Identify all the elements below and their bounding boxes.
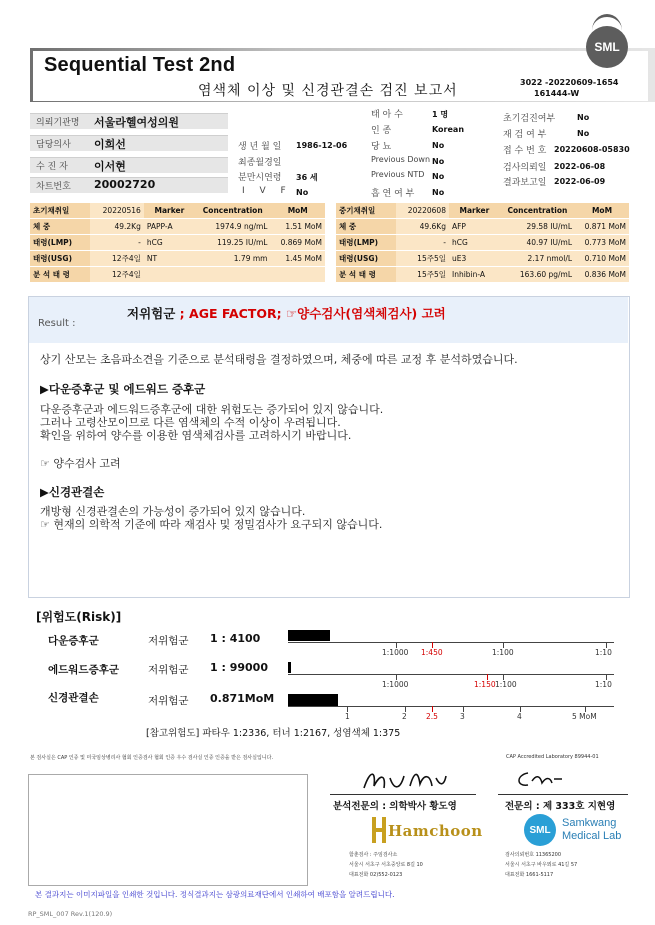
examinee-label: 수 진 자 [36,162,68,172]
risk-down-tick-label: 1:10 [595,648,612,657]
report-number [520,77,619,99]
field-value: 20220608 [396,203,449,219]
marker-mom: 1.45 MoM [270,251,325,267]
smoking-value: No [432,188,445,197]
marker-name: Inhibin-A [449,267,500,283]
risk-down-bar [288,630,330,641]
race-value: Korean [432,125,465,134]
retest-label: 재 검 여 부 [503,130,547,140]
risk-edwards-cutoff-label: 1:150 [474,680,496,689]
specialist-sign-line [498,794,628,795]
marker-concentration: 1.79 mm [195,251,270,267]
field-label: 체 중 [336,219,396,235]
first-trimester-table [30,203,325,283]
sml-address-1: 검사의뢰번호 11365200 [505,852,562,858]
marker-concentration: 163.60 pg/mL [500,267,575,283]
marker-mom: 1.51 MoM [270,219,325,235]
hamchoon-address-3: 대표전화 02)552-0123 [349,872,403,878]
risk-edwards-bar [288,662,291,673]
concentration-header: Concentration [500,203,575,219]
marker-mom: 0.871 MoM [575,219,629,235]
field-label: 태령(USG) [30,251,90,267]
first_trimester-row [30,203,325,219]
marker-name [144,267,195,283]
report-title-ko: 염색체 이상 및 신경관결손 검진 보고서 [198,83,458,99]
risk-edwards-tick-label: 1:1000 [382,680,409,689]
field-value: 12주4일 [90,267,143,283]
risk-down-name: 다운증후군 [48,635,99,647]
reception-label: 접 수 번 호 [503,146,547,156]
analyst-sign-line [330,794,476,795]
field-label: 분 석 태 령 [30,267,90,283]
risk-down-value: 1 : 4100 [210,632,261,645]
first-test-label: 초기검진여부 [503,114,556,124]
race-label: 인 종 [371,126,392,136]
risk-down-level: 저위험군 [148,635,189,647]
diabetes-label: 당 뇨 [371,142,392,152]
marker-name: PAPP-A [144,219,195,235]
result-summary [127,304,446,322]
prev-ntd-label: Previous NTD [371,170,425,179]
section1-line1: 다운증후군과 에드워드증후군에 대한 위험도는 증가되어 있지 않습니다. [40,403,384,416]
risk-edwards-value: 1 : 99000 [210,661,268,674]
mom-header: MoM [575,203,629,219]
section1-line3: 확인을 위하여 양수를 이용한 염색체검사를 고려하시기 바랍니다. [40,429,352,442]
specialist-name: 전문의 : 제 333호 지현영 [505,801,616,812]
field-label: 체 중 [30,219,90,235]
marker-mom: 0.710 MoM [575,251,629,267]
sml-lab-name-1: Samkwang [562,817,617,829]
marker-mom: 0.869 MoM [270,235,325,251]
first_trimester-row [30,267,325,283]
mom-header: MoM [270,203,325,219]
risk-edwards-name: 에드워드증후군 [48,664,120,676]
marker-header: Marker [144,203,195,219]
first_trimester-row [30,251,325,267]
report-number-1: 3022 -20220609-1654 [520,78,619,87]
second_trimester-row [336,235,629,251]
doctor-value: 이희선 [94,138,126,151]
second_trimester-row [336,267,629,283]
marker-header: Marker [449,203,500,219]
sml-lab-logo: SML [524,814,556,846]
marker-name: hCG [449,235,500,251]
marker-concentration [195,267,270,283]
concentration-header: Concentration [195,203,270,219]
marker-mom: 0.836 MoM [575,267,629,283]
result-label: Result : [38,318,76,329]
request-date-label: 검사의뢰일 [503,163,547,173]
field-value: - [396,235,449,251]
marker-name: hCG [144,235,195,251]
sml-address-2: 서울시 서초구 바우뫼로 41길 57 [505,862,578,868]
comment-box [28,774,308,886]
risk-edwards-tick-label: 1:10 [595,680,612,689]
marker-mom: 0.773 MoM [575,235,629,251]
age-label: 분만시연령 [238,173,282,183]
risk-ntd-tick-label: 3 [460,712,465,721]
risk-ntd-axis [288,706,614,707]
section2-line2: ☞ 현재의 의학적 기준에 따라 재검사 및 정밀검사가 요구되지 않습니다. [40,518,383,531]
second_trimester-row [336,219,629,235]
dob-value: 1986-12-06 [296,141,348,150]
field-value: 20220516 [90,203,143,219]
analyst-name: 분석전문의 : 의학박사 황도영 [333,801,457,812]
risk-ntd-bar [288,694,338,706]
field-value: 49.2Kg [90,219,143,235]
field-label: 태령(LMP) [336,235,396,251]
analyst-signature [360,764,450,796]
hamchoon-address-2: 서울시 서초구 서초중앙로 8길 10 [349,862,423,868]
lmp-label: 최종월경일 [238,158,282,168]
marker-name: uE3 [449,251,500,267]
hamchoon-address-1: 함춘검사 : 주임검사소 [349,852,398,858]
risk-ntd-tick-label: 1 [345,712,350,721]
marker-name: NT [144,251,195,267]
result-intro: 상기 산모는 초음파소견을 기준으로 분석태령을 결정하였으며, 체중에 따른 교정 후 분석하였습니다. [40,353,518,366]
marker-name: AFP [449,219,500,235]
risk-down-cutoff-label: 1:450 [421,648,443,657]
report-title-en: Sequential Test 2nd [44,54,236,76]
prev-ntd-value: No [432,172,445,181]
fetus-label: 태 아 수 [371,110,403,120]
risk-ntd-value: 0.871MoM [210,692,275,705]
risk-down-tick-label: 1:100 [492,648,514,657]
risk-ntd-name: 신경관결손 [48,692,99,704]
second_trimester-row [336,251,629,267]
report-date-label: 결과보고일 [503,178,547,188]
result-level: 저위험군 [127,306,176,321]
footer-notice: 본 결과지는 이미지파일을 인쇄한 것입니다. 정식결과지는 삼광의료재단에서 인쇄하여 배포함을 알려드립니다. [35,890,395,899]
sml-lab-name-2: Medical Lab [562,830,622,842]
section-down-edwards: ▶다운증후군 및 에드워드 증후군 [40,382,206,396]
marker-concentration: 1974.9 ng/mL [195,219,270,235]
sml-address-3: 대표전화 1661-5117 [505,872,554,878]
first_trimester-row [30,235,325,251]
risk-edwards-axis [288,674,614,675]
field-label: 태령(USG) [336,251,396,267]
sml-logo: SML [586,26,628,68]
fetus-value: 1 명 [432,110,449,119]
cap-note: 본 검사실은 CAP 인증 및 미국임상병리사 협회 인증검사 협회 인증 우수 검사실 인증 인증을 받은 검사실입니다. [30,755,274,761]
diabetes-value: No [432,141,445,150]
risk-edwards-level: 저위험군 [148,664,189,676]
reception-value: 20220608-05830 [554,145,630,154]
field-value: 15주5일 [396,267,449,283]
chart-value: 20002720 [94,178,156,191]
section-ntd: ▶신경관결손 [40,485,105,499]
reference-risk: [참고위험도] 파타우 1:2336, 터너 1:2167, 성염색체 1:375 [146,728,401,739]
marker-concentration: 2.17 nmol/L [500,251,575,267]
footer-version: RP_SML_007 Rev.1(120.9) [28,910,113,918]
institution-label: 의뢰기관명 [36,118,80,128]
examinee-value: 이서현 [94,160,126,173]
risk-ntd-tick-label: 2 [402,712,407,721]
first-test-value: No [577,113,590,122]
age-value: 36 세 [296,173,318,182]
specialist-signature [514,767,566,791]
cap-accreditation: CAP Accredited Laboratory 89944-01 [506,754,599,760]
second_trimester-row [336,203,629,219]
report-date-value: 2022-06-09 [554,177,606,186]
prev-down-label: Previous Down [371,155,431,164]
retest-value: No [577,129,590,138]
risk-ntd-level: 저위험군 [148,695,189,707]
field-value: - [90,235,143,251]
risk-down-axis [288,642,614,643]
smoking-label: 흡 연 여 부 [371,189,415,199]
field-value: 12주4일 [90,251,143,267]
risk-ntd-tick-label: 4 [517,712,522,721]
section1-line2: 그러나 고령산모이므로 다른 염색체의 수적 이상이 우려됩니다. [40,416,341,429]
doctor-label: 담당의사 [36,140,71,150]
risk-down-tick-label: 1:1000 [382,648,409,657]
field-label: 초기채취일 [30,203,90,219]
prev-down-value: No [432,157,445,166]
institution-value: 서울라헬여성의원 [94,116,180,129]
field-label: 중기채취일 [336,203,396,219]
risk-edwards-tick-label: 1:100 [495,680,517,689]
section2-line1: 개방형 신경관결손의 가능성이 증가되어 있지 않습니다. [40,505,306,518]
marker-concentration: 119.25 IU/mL [195,235,270,251]
section1-line4: ☞ 양수검사 고려 [40,457,121,470]
hamchoon-logo-mark [372,815,388,845]
marker-concentration: 29.58 IU/mL [500,219,575,235]
request-date-value: 2022-06-08 [554,162,606,171]
risk-ntd-tick-label: 5 MoM [572,712,597,721]
risk-title: [위험도(Risk)] [36,610,122,624]
second-trimester-table [336,203,629,283]
hamchoon-logo: Hamchoon [388,822,483,840]
ivf-label: I V F [242,186,292,196]
field-value: 49.6Kg [396,219,449,235]
ivf-value: No [296,188,309,197]
first_trimester-row [30,219,325,235]
field-label: 분 석 태 령 [336,267,396,283]
chart-label: 차트번호 [36,182,71,192]
result-recommendation: ☞양수검사(염색체검사) 고려 [285,306,446,321]
field-value: 15주5일 [396,251,449,267]
marker-concentration: 40.97 IU/mL [500,235,575,251]
report-number-2: 161444-W [534,89,580,98]
dob-label: 생 년 월 일 [238,142,282,152]
marker-mom [270,267,325,283]
risk-ntd-cutoff-label: 2.5 [426,712,438,721]
result-factor: ; AGE FACTOR; [175,306,286,321]
field-label: 태령(LMP) [30,235,90,251]
